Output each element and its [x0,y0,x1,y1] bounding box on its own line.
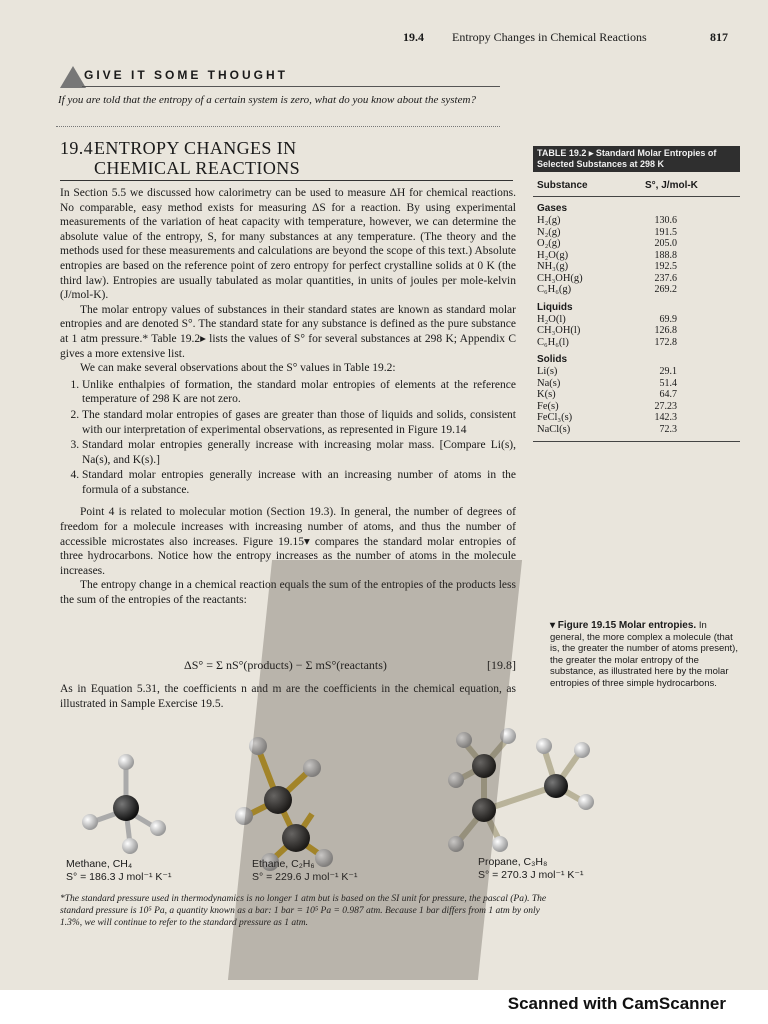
substance-cell: NH₃(g) [537,261,569,272]
divider [82,86,500,87]
entropy-value-cell: 191.5 [654,226,677,238]
list-item: 4. Standard molar entropies generally increase with an increasing number of atoms in the formula of a substance. [82,468,516,497]
paragraph: The molar entropy values of substances in their standard states are known as standard molar entropies and are denoted S°. The standard state for any substance is defined as the pure substance at 1 atm pressure.* Table 19.2▸ lists the values of S° for several substances at 298 K; Appendix C gives a more extensive list. [60,303,516,360]
table-row [533,366,740,378]
table-row [533,325,740,337]
table-row [533,284,740,296]
section-title [60,138,510,178]
footnote: *The standard pressure used in thermodynamics is no longer 1 atm but is based on the SI unit for pressure, the pascal (Pa). The standard pressure is 10⁵ Pa, a quantity known as a bar: 1 bar = 10⁵ Pa = 0.987 atm. Because 1 bar differs from 1 atm by only 1.3%, we will continue to refer to the standard pressure as 1 atm. [60,894,547,928]
table-row [533,401,740,413]
methane-model [82,754,166,854]
table-group-heading: Liquids [537,301,573,313]
list-item: 1. Unlike enthalpies of formation, the standard molar entropies of elements at the reference temperature of 298 K are not zero. [82,378,516,407]
entropy-value-cell: 69.9 [659,313,677,325]
substance-cell: Na(s) [537,377,561,389]
substance-cell: NaCl(s) [537,423,571,435]
table-row [533,424,740,436]
substance-cell: N₂(g) [537,226,561,238]
entropy-value-cell: 130.6 [654,215,677,226]
column-header: Substance [537,180,588,191]
table-row [533,314,740,326]
table-row [533,250,740,262]
substance-cell: C₆H₆(l) [537,336,569,348]
substance-cell: H₂O(l) [537,313,566,325]
table-row [533,337,740,349]
entropy-value-cell: 205.0 [654,238,677,249]
paragraph: We can make several observations about the S° values in Table 19.2: [80,362,396,375]
substance-cell: C₆H₆(g) [537,284,572,295]
triangle-icon [60,66,86,88]
table-caption: TABLE 19.2 ▸ Standard Molar Entropies of Selected Substances at 298 K [533,146,740,172]
observations-list [60,378,516,498]
give-it-some-thought-box [56,60,500,130]
entropy-value-cell: 64.7 [659,389,677,400]
table-group-heading: Solids [537,354,568,365]
substance-cell: H₂(g) [537,215,561,226]
figure-label: ▾ Figure 19.15 Molar entropies. [550,620,697,631]
substance-cell: CH₃OH(g) [537,272,583,284]
methane-label [66,858,171,884]
entropy-value-cell: 142.3 [654,412,677,423]
substance-cell: Fe(s) [537,400,559,412]
table-row [533,412,740,424]
table-row [533,261,740,273]
figure-caption [550,620,740,689]
substance-cell: CH₃OH(l) [537,325,581,336]
column-header: S°, J/mol-K [645,180,698,191]
equation-tag: [19.8] [487,658,516,672]
molecule-entropy: S° = 229.6 J mol⁻¹ K⁻¹ [252,871,358,883]
divider [60,180,513,181]
body-text [60,186,516,608]
scanner-watermark [0,990,768,1024]
entropy-value-cell: 29.1 [659,366,677,377]
section-title-line2: CHEMICAL REACTIONS [94,158,301,178]
entropy-value-cell: 188.8 [654,249,677,261]
entropy-value-cell: 237.6 [654,272,677,284]
table-header [533,176,740,197]
entropy-value-cell: 126.8 [654,325,677,336]
molecule-entropy: S° = 186.3 J mol⁻¹ K⁻¹ [66,871,172,883]
thought-label: GIVE IT SOME THOUGHT [84,68,289,82]
header-title: Entropy Changes in Chemical Reactions [452,30,647,44]
entropy-value-cell: 51.4 [659,377,677,389]
entropy-value-cell: 172.8 [654,336,677,348]
paragraph: The entropy change in a chemical reaction equals the sum of the entropies of the products less the sum of the entropies of the reactants: [60,579,516,607]
figure-text: In general, the more complex a molecule (that is, the greater the number of atoms present), the greater the molar entropy of the substance, as illustrated here by the molar entropies of three simple hydrocarbons. [550,620,738,689]
section-title-line1: ENTROPY CHANGES IN [94,138,297,158]
entropy-value-cell: 192.5 [654,261,677,272]
entropy-table [533,146,740,442]
paragraph: As in Equation 5.31, the coefficients n and m are the coefficients in the chemical equation, as illustrated in Sample Exercise 19.5. [60,683,516,710]
entropy-value-cell: 27.23 [654,400,677,412]
entropy-value-cell: 72.3 [659,423,677,435]
substance-cell: Li(s) [537,366,558,377]
molecule-entropy: S° = 270.3 J mol⁻¹ K⁻¹ [478,869,584,881]
substance-cell: O₂(g) [537,238,561,249]
molecule-name: Ethane, C₂H₆ [252,858,315,870]
thought-question: If you are told that the entropy of a certain system is zero, what do you know about the system? [58,94,476,106]
divider [533,441,740,442]
table-row [533,238,740,250]
page-shadow [228,560,522,980]
equation-text: ΔS° = Σ nS°(products) − Σ mS°(reactants) [184,658,387,672]
list-item: 2. The standard molar entropies of gases are greater than those of liquids and solids, consistent with our interpretation of experimental observations, as represented in Figure 19.14 [82,408,516,437]
molecule-name: Methane, CH₄ [66,858,133,870]
table-row [533,389,740,401]
table-row [533,227,740,239]
table-row [533,215,740,227]
header-section-number: 19.4 [403,30,424,44]
substance-cell: FeCl₃(s) [537,412,573,423]
substance-cell: H₂O(g) [537,249,569,261]
running-header [60,30,728,52]
watermark-text: Scanned with CamScanner [507,994,726,1013]
divider [56,126,500,127]
molecule-name: Propane, C₃H₈ [478,856,548,868]
paragraph: In Section 5.5 we discussed how calorimetry can be used to measure ΔH for chemical reactions. No comparable, easy method exists for measuring ΔS for a reaction. By using experimental measurements of the variation of heat capacity with temperature, however, we can determine the absolute value of the entropy, S, for many substances at any temperature. (The theory and the methods used for these measurements and calculations are beyond the scope of this text.) Absolute entropies are based on the reference point of zero entropy for perfect crystalline solids at 0 K (the third law). Entropies are usually tabulated as molar quantities, in units of joules per mole-kelvin (J/mol-K). [60,187,516,302]
paragraph: Point 4 is related to molecular motion (Section 19.3). In general, the number of degrees of freedom for a molecule increases with increasing number of atoms, and thus the number of accessible microstates also increases. Figure 19.15▾ compares the standard molar entropies of three hydrocarbons. Notice how the entropy increases as the number of atoms in the molecule increases. [60,506,516,577]
substance-cell: K(s) [537,389,556,400]
table-row [533,378,740,390]
table-group-heading: Gases [537,203,568,214]
page-number: 817 [710,30,728,44]
list-item: 3. Standard molar entropies generally increase with increasing molar mass. [Compare Li(s), Na(s), and K(s).] [82,438,516,467]
propane-label [478,856,583,882]
entropy-value-cell: 269.2 [654,284,677,295]
table-row [533,273,740,285]
table-body [533,203,740,435]
section-number: 19.4 [60,138,94,158]
